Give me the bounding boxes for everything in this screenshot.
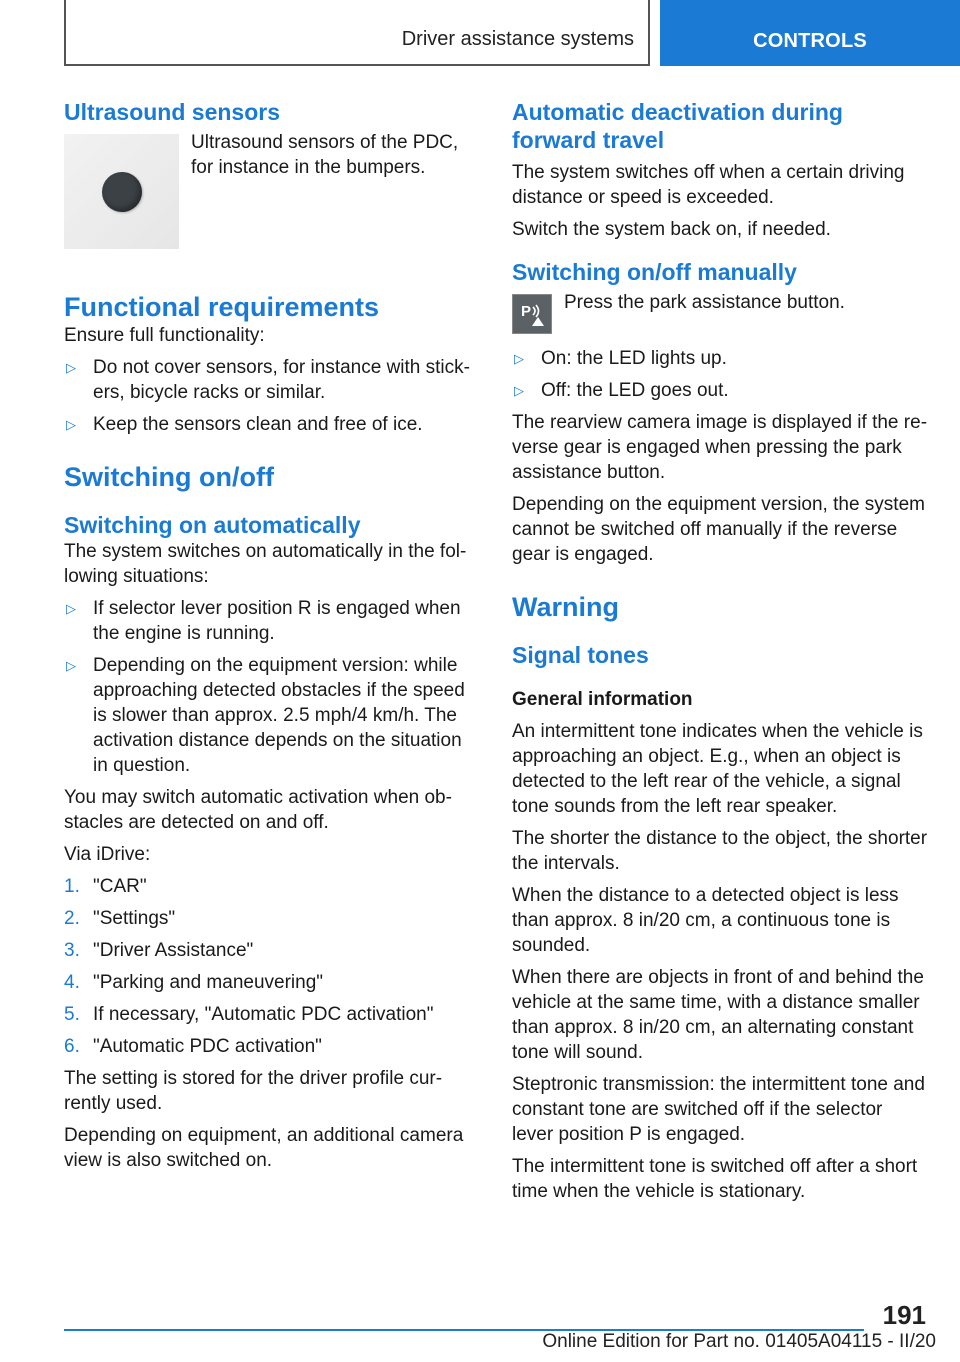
header-section-box: [64, 0, 650, 66]
warning-paragraph: The intermittent tone is switched off after a short time when the vehicle is stationary.: [512, 1156, 918, 1202]
left-column: [64, 98, 476, 1180]
svg-text:P: P: [521, 303, 532, 320]
warning-paragraph: An intermittent tone indicates when the vehicle is approaching an object. E.g., when an object is detected to the left rear of the vehicle, a signal tone sounds from the left rear speaker.: [512, 721, 923, 817]
list-item: ▷ If selector lever position R is engaged when the engine is running.: [66, 598, 461, 644]
right-column: [512, 98, 928, 1211]
press-button-text: Press the park assistance button.: [564, 292, 845, 313]
step-number: 6.: [64, 1036, 80, 1057]
warning-paragraph: Steptronic transmission: the intermittent tone and constant tone are switched off if the selector lever position P is engaged.: [512, 1074, 925, 1145]
heading-warning: Warning: [512, 592, 619, 622]
step-number: 5.: [64, 1004, 80, 1025]
ultrasound-sensor-caption: Ultrasound sensors of the PDC, for instance in the bumpers.: [191, 132, 459, 178]
warning-paragraph: The shorter the distance to the object, the shorter the intervals.: [512, 828, 928, 874]
led-status-list: [512, 346, 928, 403]
functional-list: [64, 355, 476, 437]
park-assistance-icon: [512, 294, 552, 334]
list-item: ▷ Do not cover sensors, for instance with stickers, bicycle racks or similar.: [66, 357, 470, 403]
list-item: ▷ On: the LED lights up.: [514, 348, 727, 369]
footer-edition: Online Edition for Part no. 01405A04115 - II/20: [542, 1331, 936, 1352]
heading-switching-manually: Switching on/off manually: [512, 259, 797, 285]
sensor-icon: [102, 172, 142, 212]
via-idrive: Via iDrive:: [64, 844, 151, 865]
list-item: ▷ Off: the LED goes out.: [514, 380, 729, 401]
list-item: ▷ Depending on the equipment version: while approaching detected obstacles if the speed is slower than approx. 2.5 mph/4 km/h. The activation distance depends on the situation in question.: [66, 655, 465, 776]
auto-activation-note: You may switch automatic activation when obstacles are detected on and off.: [64, 787, 452, 833]
triangle-bullet-icon: ▷: [66, 601, 76, 616]
page-header: [0, 0, 960, 66]
idrive-steps-list: [64, 874, 476, 1059]
triangle-bullet-icon: ▷: [66, 417, 76, 432]
step-number: 4.: [64, 972, 80, 993]
heading-general-information: General information: [512, 689, 693, 710]
step-number: 2.: [64, 908, 80, 929]
heading-automatic-deactivation: Automatic deactivation during forward travel: [512, 99, 843, 153]
camera-view-note: Depending on equipment, an additional camera view is also switched on.: [64, 1125, 464, 1171]
park-assistance-button-row: [512, 294, 928, 334]
header-chapter-tab[interactable]: CONTROLS: [660, 0, 960, 66]
warning-paragraph: When there are objects in front of and behind the vehicle at the same time, with a distance smaller than approx. 8 in/20 cm, an alternating constant tone will sound.: [512, 967, 924, 1063]
header-section-title: Driver assistance systems: [401, 28, 634, 50]
step-number: 1.: [64, 876, 80, 897]
list-item: 5. If necessary, "Automatic PDC activation": [64, 1004, 434, 1025]
triangle-bullet-icon: ▷: [514, 351, 524, 366]
heading-signal-tones: Signal tones: [512, 642, 649, 668]
functional-intro: Ensure full functionality:: [64, 325, 265, 346]
profile-storage-note: The setting is stored for the driver profile currently used.: [64, 1068, 443, 1114]
list-item: 3. "Driver Assistance": [64, 940, 254, 961]
ultrasound-sensor-figure: [64, 134, 476, 249]
list-item: ▷ Keep the sensors clean and free of ice.: [66, 414, 423, 435]
heading-functional-requirements: Functional requirements: [64, 292, 380, 322]
heading-switching-on-automatically: Switching on automatically: [64, 512, 361, 538]
triangle-bullet-icon: ▷: [66, 360, 76, 375]
step-number: 3.: [64, 940, 80, 961]
ultrasound-sensor-image: [64, 134, 179, 249]
list-item: 2. "Settings": [64, 908, 176, 929]
deactivation-text: The system switches off when a certain driving distance or speed is exceeded.: [512, 162, 905, 208]
triangle-bullet-icon: ▷: [514, 383, 524, 398]
equipment-version-text: Depending on the equipment version, the system cannot be switched off manually if the reverse gear is engaged.: [512, 494, 925, 565]
auto-intro: The system switches on automatically in the following situations:: [64, 541, 467, 587]
auto-conditions-list: [64, 596, 476, 778]
heading-ultrasound-sensors: Ultrasound sensors: [64, 99, 280, 125]
park-assistance-glyph: [517, 299, 547, 329]
heading-switching-on-off: Switching on/off: [64, 462, 274, 492]
rearview-camera-text: The rearview camera image is displayed if the reverse gear is engaged when pressing the park assistance button.: [512, 412, 928, 483]
list-item: 1. "CAR": [64, 876, 147, 897]
page-number: 191: [882, 1300, 926, 1330]
list-item: 4. "Parking and maneuvering": [64, 972, 324, 993]
warning-paragraph: When the distance to a detected object is less than approx. 8 in/20 cm, a continuous tone is sounded.: [512, 885, 899, 956]
triangle-bullet-icon: ▷: [66, 658, 76, 673]
switch-back-on-text: Switch the system back on, if needed.: [512, 219, 831, 240]
list-item: 6. "Automatic PDC activation": [64, 1036, 322, 1057]
